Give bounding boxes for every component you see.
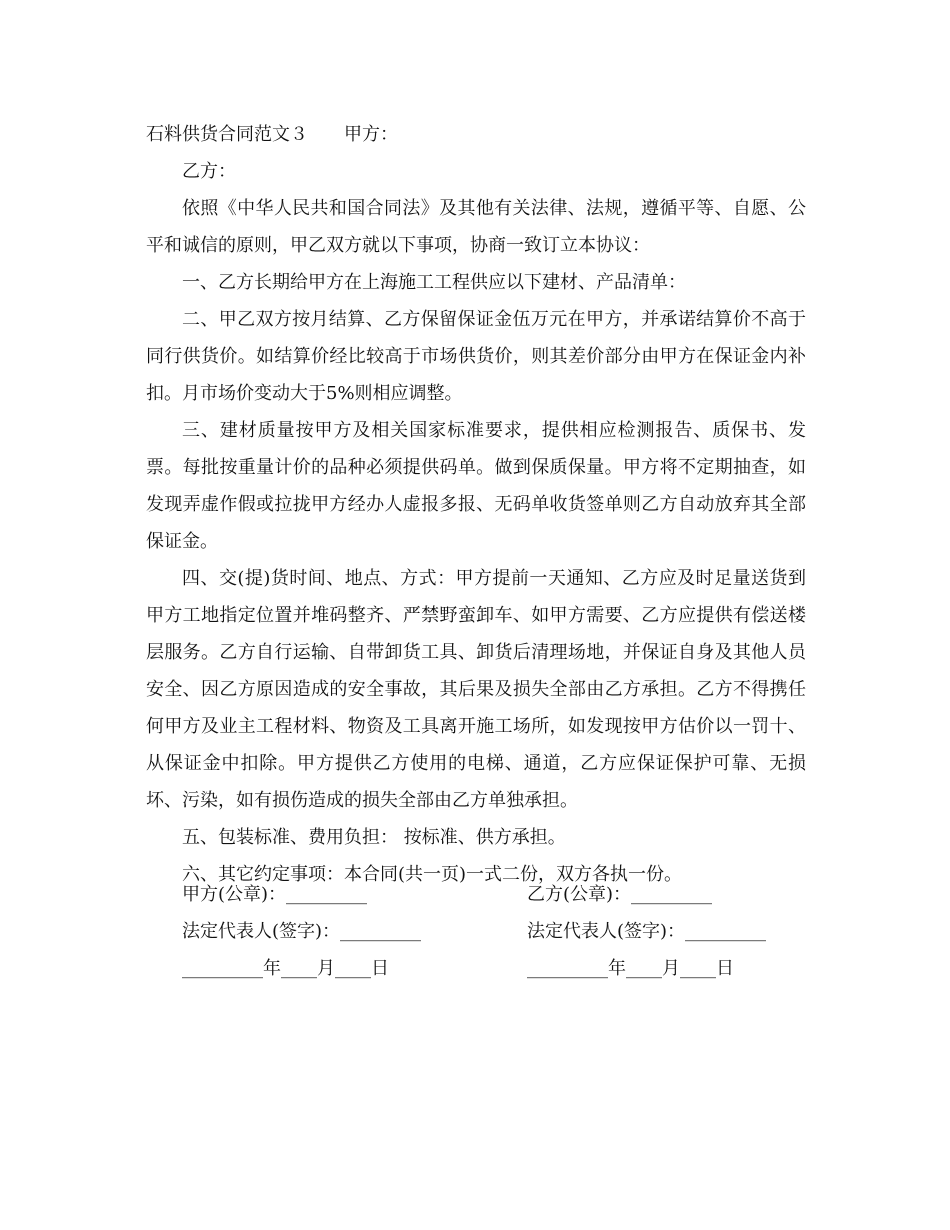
document-title: 石料供货合同范文３	[146, 124, 308, 145]
party-a-label: 甲方：	[344, 124, 398, 145]
paragraph-clause-2: 二、甲乙双方按月结算、乙方保留保证金伍万元在甲方，并承诺结算价不高于同行供货价。如结算价经比较高于市场供货价，则其差价部分由甲方在保证金内补扣。月市场价变动大于5%则相应调整。	[146, 309, 806, 404]
paragraph-clause-5: 五、包装标准、费用负担： 按标准、供方承担。	[182, 827, 566, 848]
party-a-seal-line: 甲方(公章)：_________	[182, 884, 368, 905]
paragraph-clause-6: 六、其它约定事项：本合同(共一页)一式二份，双方各执一份。	[182, 864, 683, 885]
paragraph-clause-1: 一、乙方长期给甲方在上海施工工程供应以下建材、产品清单：	[182, 272, 686, 293]
party-b-label: 乙方：	[182, 161, 236, 182]
paragraph-preamble: 依照《中华人民共和国合同法》及其他有关法律、法规，遵循平等、自愿、公平和诚信的原则，甲乙双方就以下事项，协商一致订立本协议：	[146, 198, 806, 256]
paragraph-clause-4: 四、交(提)货时间、地点、方式：甲方提前一天通知、乙方应及时足量送货到甲方工地指定位置并堆码整齐、严禁野蛮卸车、如甲方需要、乙方应提供有偿送楼层服务。乙方自行运输、自带卸货工具、卸货后清理场地，并保证自身及其他人员安全、因乙方原因造成的安全事故，其后果及损失全部由乙方承担。乙方不得携任何甲方及业主工程材料、物资及工具离开施工场所，如发现按甲方估价以一罚十、从保证金中扣除。甲方提供乙方使用的电梯、通道，乙方应保证保护可靠、无损坏、污染，如有损伤造成的损失全部由乙方单独承担。	[146, 568, 806, 811]
contract-body	[146, 116, 806, 893]
party-b-rep-line: 法定代表人(签字)：_________	[527, 921, 767, 942]
party-a-date-line: _________年____月____日	[182, 958, 389, 979]
title-line	[146, 116, 806, 153]
paragraph-clause-3: 三、建材质量按甲方及相关国家标准要求，提供相应检测报告、质保书、发票。每批按重量计价的品种必须提供码单。做到保质保量。甲方将不定期抽查，如发现弄虚作假或拉拢甲方经办人虚报多报、无码单收货签单则乙方自动放弃其全部保证金。	[146, 420, 806, 552]
party-b-date-line: _________年____月____日	[527, 958, 734, 979]
party-a-rep-line: 法定代表人(签字)：_________	[182, 921, 422, 942]
party-b-seal-line: 乙方(公章)：_________	[527, 884, 713, 905]
